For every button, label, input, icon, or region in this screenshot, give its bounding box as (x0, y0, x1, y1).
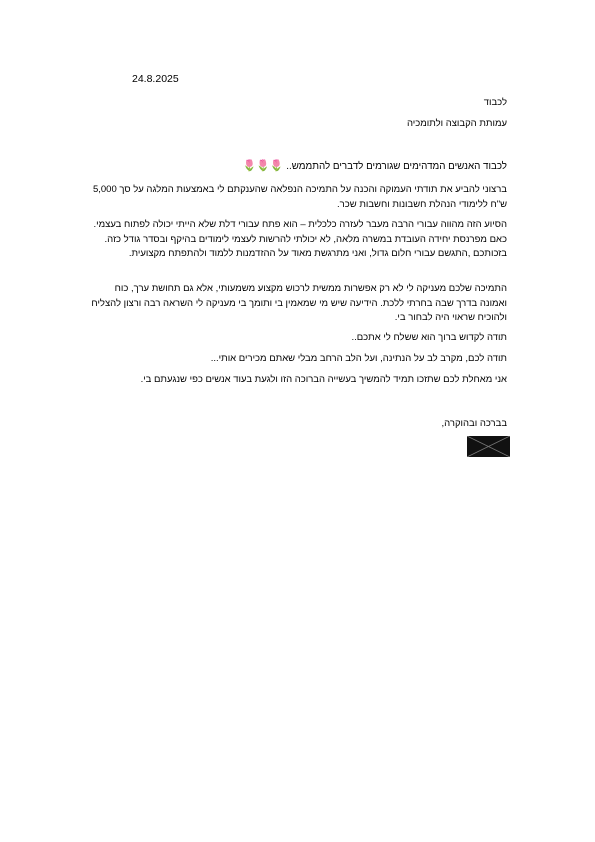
recipient-title: לכבוד (483, 97, 507, 108)
paragraph-empowerment: התמיכה שלכם מעניקה לי לא רק אפשרות ממשית לרכוש מקצוע משמעותי, אלא גם תחושת ערך, כוח ואמונה בדרך שבה בחרתי ללכת. הידיעה שיש מי שמאמין בי ותומך בי מעניקה לי השראה רבה ורצון להצליח ולהוכיח שראוי היה לבחור בי. (91, 283, 507, 323)
tulip-emoji-icons: 🌷🌷🌷 (242, 160, 284, 172)
greeting-line (87, 159, 507, 175)
paragraph-thanks-god: תודה לקדוש ברוך הוא ששלח לי אתכם.. (351, 332, 507, 343)
greeting-text: לכבוד האנשים המדהימים שגורמים לדברים להתממש.. (286, 161, 507, 172)
paragraph-scholarship: ברצוני להביע את תודתי העמוקה והכנה על התמיכה הנפלאה שהענקתם לי באמצעות המלגה על סך 5,000 ש"ח ללימודי הנהלת חשבונות וחשבות שכר. (92, 184, 507, 210)
signature-placeholder-icon (467, 436, 510, 457)
paragraph-support-meaning: הסיוע הזה מהווה עבורי הרבה מעבר לעזרה כלכלית – הוא פתח עבורי דלת שלא הייתי יכולה לפתוח בעצמי. כאם מפרנסת יחידה העובדת במשרה מלאה, לא יכולתי להרשות לעצמי לימודים בהיקף ובסדר גודל כזה. בזכותכם ,התגשם עבורי חלום גדול, ואני מתרגשת מאוד על ההזדמנות ללמוד ולהתפתח מקצועית. (93, 219, 507, 259)
signature-image (467, 436, 510, 457)
paragraph-thanks-giving: תודה לכם, מקרב לב על הנתינה, ועל הלב הרחב מבלי שאתם מכירים אותי... (210, 353, 507, 364)
closing-line: בברכה ובהוקרה, (441, 418, 507, 429)
recipient-organization: עמותת הקבוצה ולתומכיה (406, 118, 507, 129)
paragraph-wishes: אני מאחלת לכם שתזכו תמיד להמשיך בעשייה הברוכה הזו ולגעת בעוד אנשים כפי שנגעתם בי. (140, 374, 507, 385)
letter-date: 24.8.2025 (132, 73, 179, 85)
